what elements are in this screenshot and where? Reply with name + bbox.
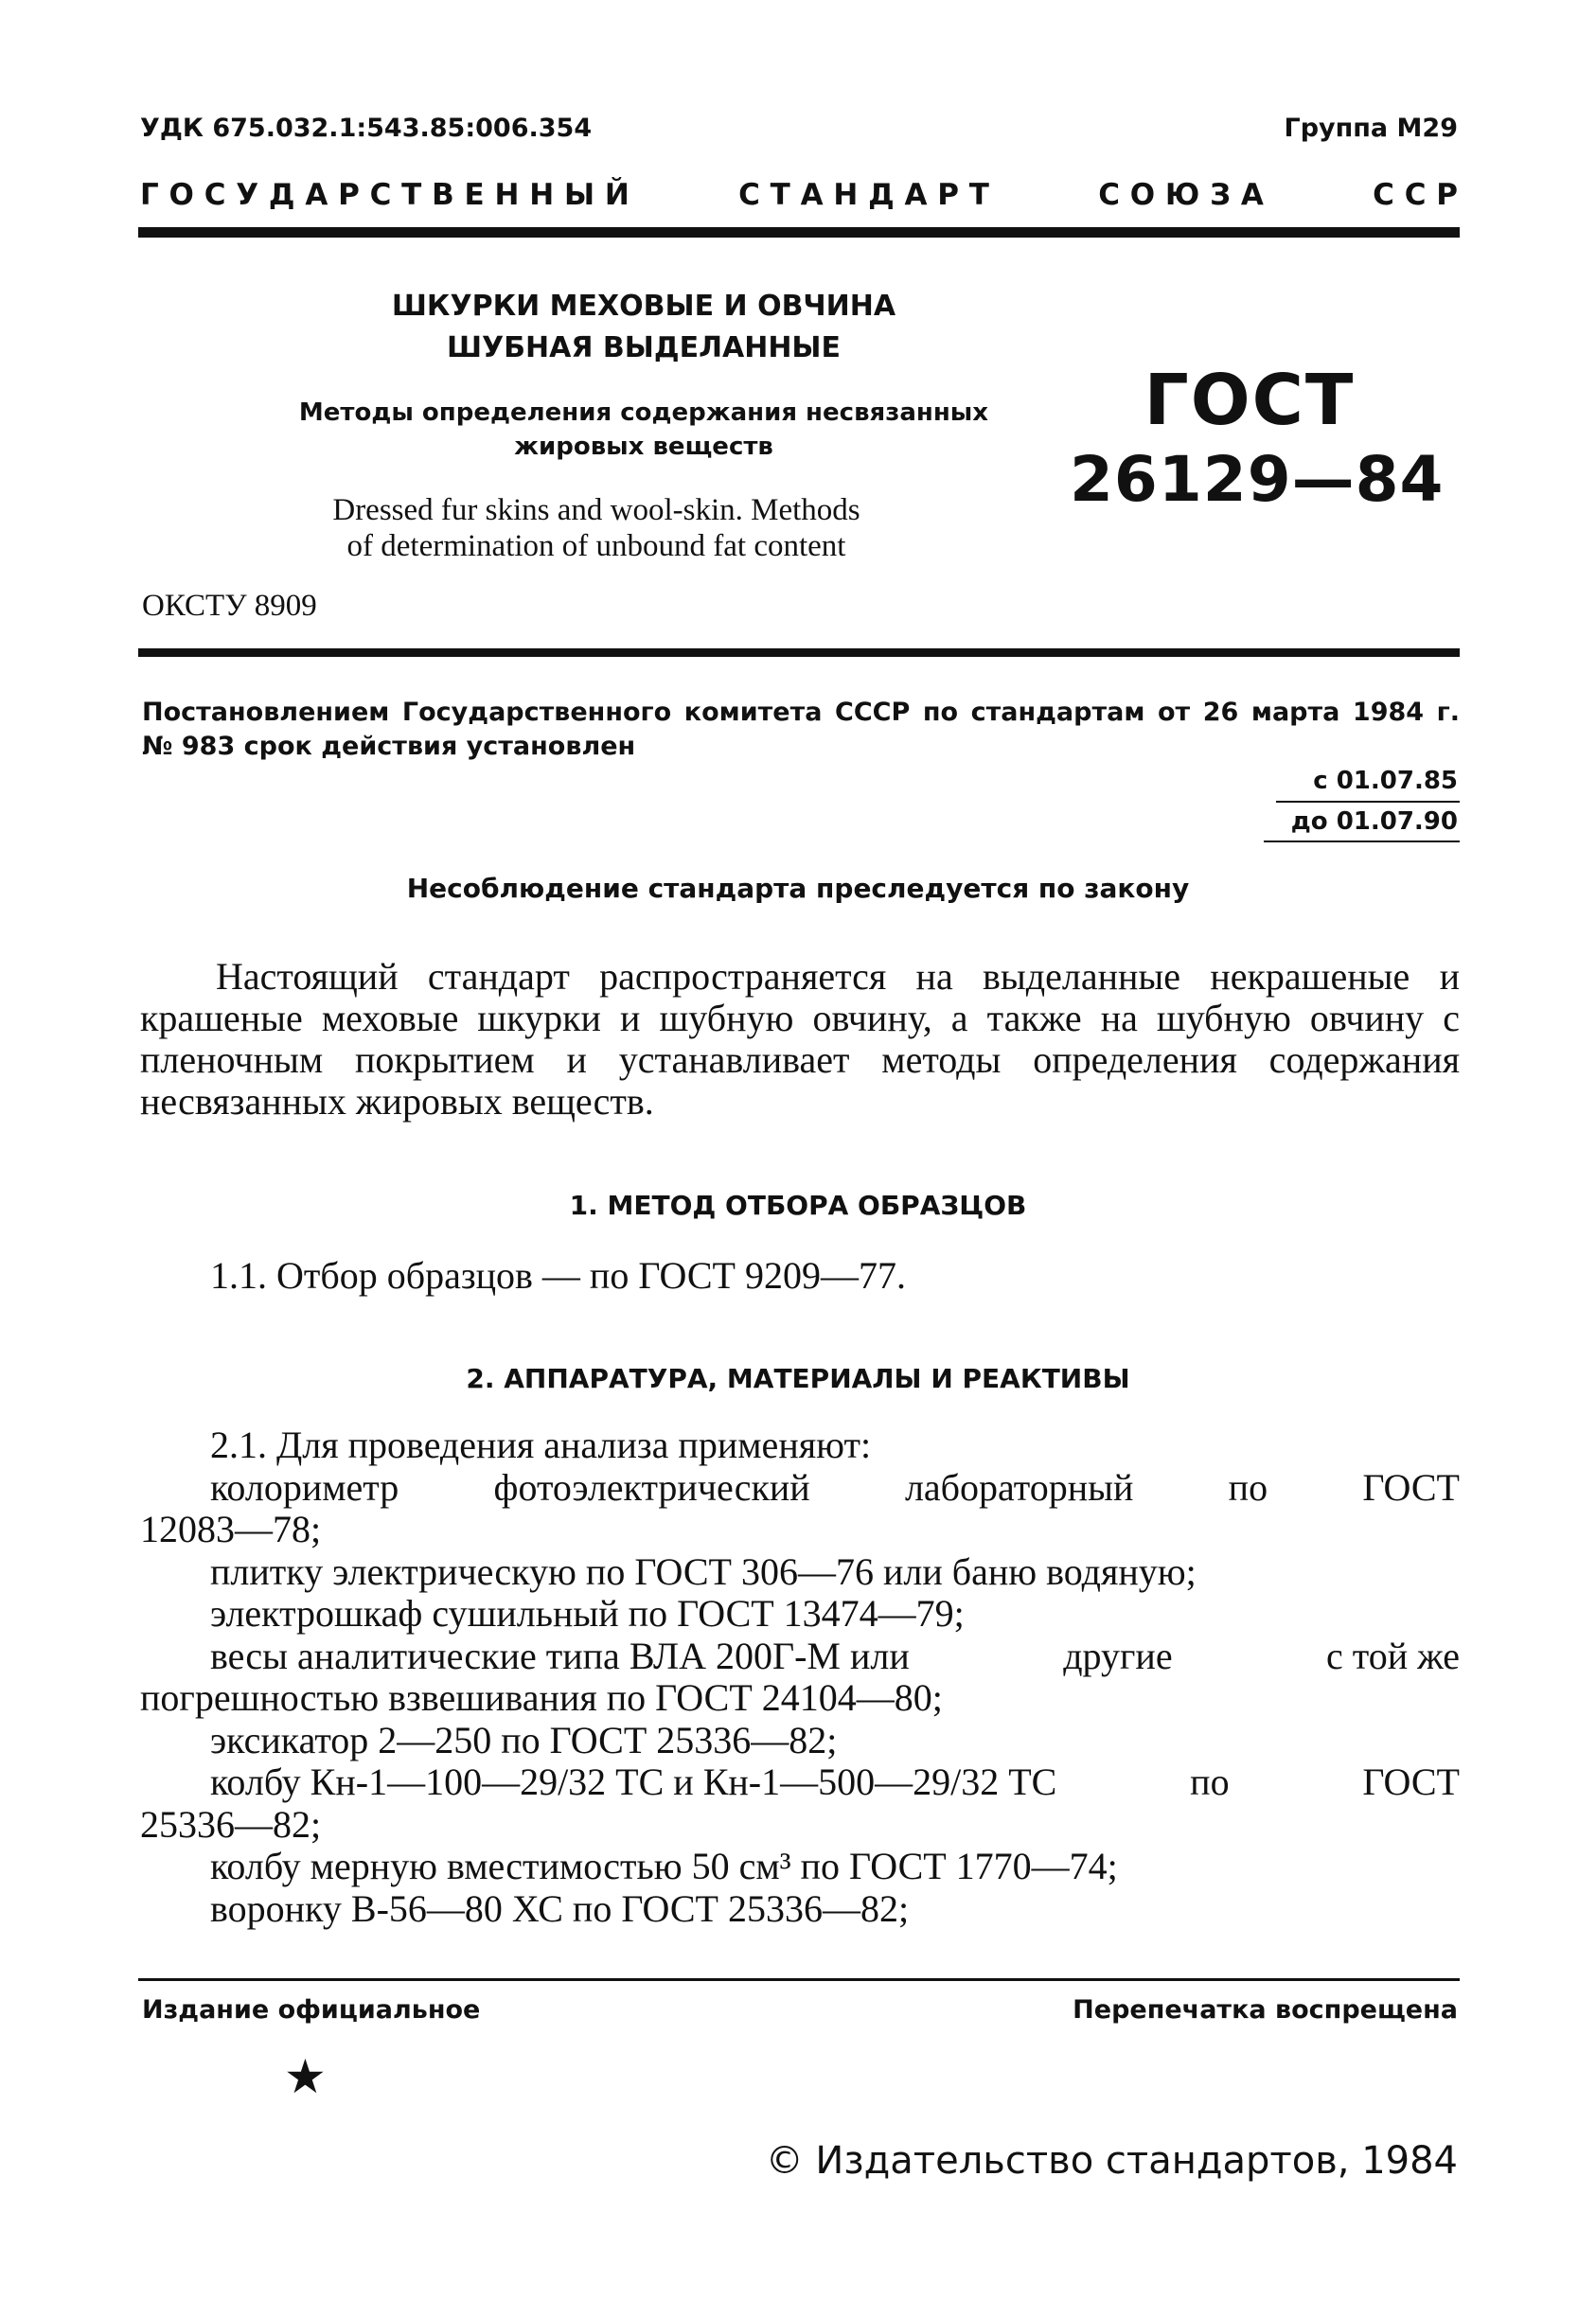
banner-word-1: Г О С У Д А Р С Т В Е Н Н Ы Й — [140, 178, 630, 212]
valid-from: с 01.07.85 — [1313, 767, 1458, 795]
subtitle-line-2: жировых веществ — [514, 433, 773, 461]
section-1-heading: 1. МЕТОД ОТБОРА ОБРАЗЦОВ — [569, 1190, 1027, 1221]
group-code: Группа М29 — [1284, 114, 1458, 143]
equipment-list — [140, 1424, 1460, 1930]
footer-rule — [138, 1978, 1460, 1981]
list-line: электрошкаф сушильный по ГОСТ 13474—79; — [210, 1592, 965, 1635]
title-rule — [138, 648, 1460, 657]
reprint-prohibited: Перепечатка воспрещена — [1073, 1995, 1458, 2025]
copyright: © Издательство стандартов, 1984 — [765, 2139, 1458, 2183]
english-title-line-2: of determination of unbound fat content — [346, 529, 846, 563]
list-line: колбу Кн-1—100—29/32 ТС и Кн-1—500—29/32 ТС по ГОСТ — [210, 1761, 1460, 1803]
okstu-code: ОКСТУ 8909 — [142, 589, 317, 623]
date-underline-2 — [1264, 840, 1460, 842]
banner-word-2: С Т А Н Д А Р Т — [738, 178, 989, 212]
decree-text: Постановлением Государственного комитета СССР по стандартам от 26 марта 1984 г. № 983 срок действия установлен — [142, 698, 1460, 761]
list-line: эксикатор 2—250 по ГОСТ 25336—82; — [210, 1718, 838, 1761]
standard-banner — [140, 178, 1458, 212]
gost-label: ГОСТ — [1144, 360, 1356, 441]
header-rule — [138, 227, 1460, 238]
list-line: 25336—82; — [140, 1802, 322, 1846]
title-line-1: ШКУРКИ МЕХОВЫЕ И ОВЧИНА — [391, 290, 896, 323]
document-title — [284, 286, 1003, 369]
document-subtitle — [208, 396, 1079, 464]
subtitle-line-1: Методы определения содержания несвязанных — [298, 398, 989, 427]
list-line: 12083—78; — [140, 1508, 322, 1550]
date-underline-1 — [1276, 801, 1460, 803]
english-title — [227, 492, 966, 564]
list-line: плитку электрическую по ГОСТ 306—76 или баню водяную; — [210, 1549, 1197, 1593]
scope-paragraph: Настоящий стандарт распространяется на выделанные некрашеные и крашеные меховые шкурки и шубную овчину, а также на шубную овчину с пленочным покрытием и устанавливает методы определения содержания несвязанных жировых веществ. — [140, 955, 1460, 1123]
english-title-line-1: Dressed fur skins and wool-skin. Methods — [332, 493, 860, 527]
banner-word-4: С С Р — [1373, 178, 1458, 212]
udk-code: УДК 675.032.1:543.85:006.354 — [140, 114, 593, 143]
list-line: воронку В-56—80 ХС по ГОСТ 25336—82; — [210, 1886, 910, 1930]
section-2-heading: 2. АППАРАТУРА, МАТЕРИАЛЫ И РЕАКТИВЫ — [466, 1363, 1130, 1394]
official-edition: Издание официальное — [142, 1995, 481, 2025]
valid-to: до 01.07.90 — [1290, 807, 1458, 836]
list-line: погрешностью взвешивания по ГОСТ 24104—80; — [140, 1676, 943, 1719]
banner-word-3: С О Ю З А — [1098, 178, 1264, 212]
list-line: колбу мерную вместимостью 50 см³ по ГОСТ 1770—74; — [210, 1845, 1118, 1887]
list-line: колориметр фотоэлектрический лабораторный по ГОСТ — [210, 1465, 1460, 1509]
title-line-2: ШУБНАЯ ВЫДЕЛАННЫЕ — [446, 331, 841, 364]
list-line: 2.1. Для проведения анализа применяют: — [210, 1424, 872, 1466]
item-1-1: 1.1. Отбор образцов — по ГОСТ 9209—77. — [210, 1254, 906, 1297]
list-line: весы аналитические типа ВЛА 200Г-М или другие с той же — [210, 1634, 1460, 1677]
gost-number: 26129—84 — [1070, 443, 1445, 516]
legal-warning: Несоблюдение стандарта преследуется по закону — [406, 873, 1190, 904]
star-icon: ★ — [284, 2049, 327, 2104]
